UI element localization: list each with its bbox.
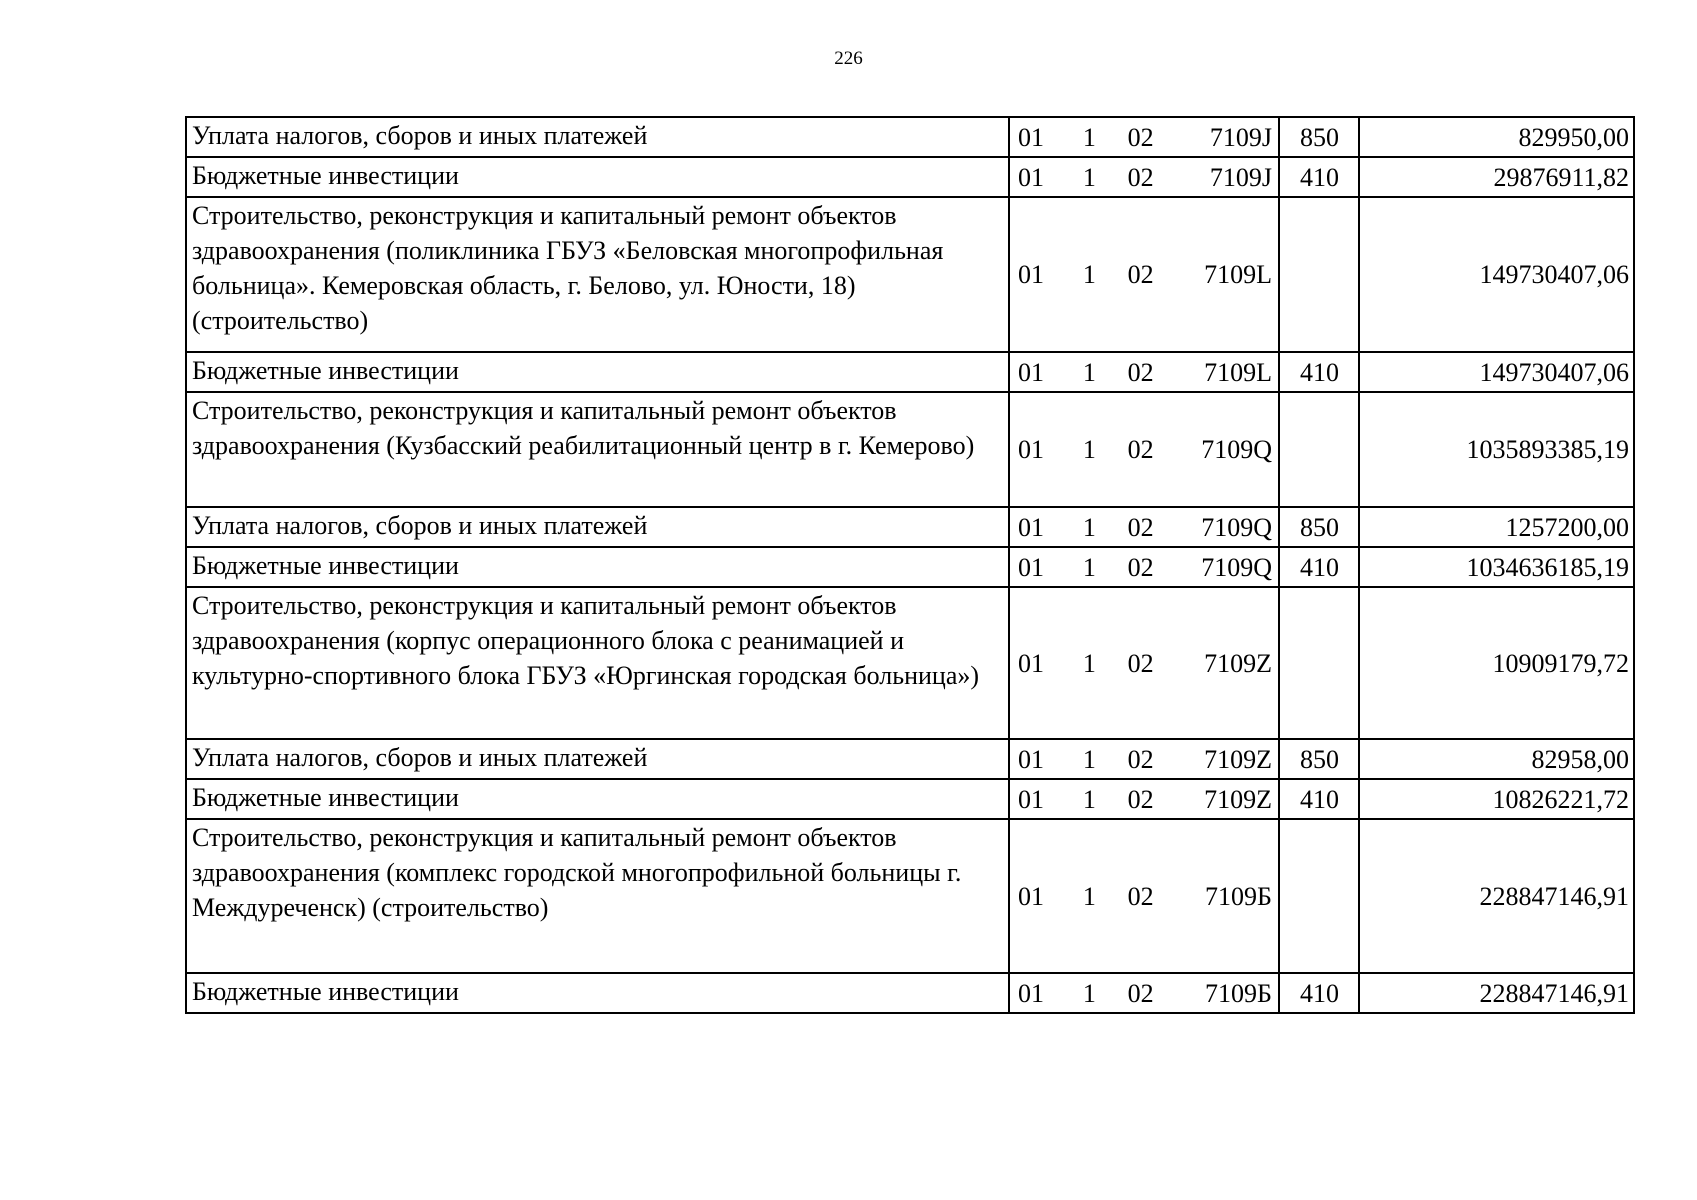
code-part-4: 7109Q bbox=[1201, 512, 1272, 542]
expense-type bbox=[1279, 819, 1359, 973]
code-part-3: 02 bbox=[1127, 512, 1154, 542]
code-part-3: 02 bbox=[1127, 122, 1154, 152]
code-part-1: 01 bbox=[1018, 512, 1044, 542]
amount: 1034636185,19 bbox=[1359, 547, 1634, 587]
code-part-4: 7109J bbox=[1209, 122, 1272, 152]
code-part-3: 02 bbox=[1127, 357, 1154, 387]
classification-code bbox=[1009, 352, 1279, 392]
table-row bbox=[186, 507, 1634, 547]
code-part-3: 02 bbox=[1127, 552, 1154, 582]
code-part-1: 01 bbox=[1018, 357, 1044, 387]
amount: 10909179,72 bbox=[1359, 587, 1634, 739]
classification-code bbox=[1009, 392, 1279, 507]
code-part-3: 02 bbox=[1127, 784, 1154, 814]
code-part-2: 1 bbox=[1082, 978, 1096, 1008]
amount: 10826221,72 bbox=[1359, 779, 1634, 819]
classification-code bbox=[1009, 819, 1279, 973]
code-part-1: 01 bbox=[1018, 552, 1044, 582]
code-part-3: 02 bbox=[1127, 648, 1154, 678]
table-row bbox=[186, 739, 1634, 779]
row-name: Бюджетные инвестиции bbox=[186, 352, 1009, 392]
classification-code bbox=[1009, 547, 1279, 587]
row-name: Уплата налогов, сборов и иных платежей bbox=[186, 507, 1009, 547]
table-row bbox=[186, 352, 1634, 392]
code-part-1: 01 bbox=[1018, 260, 1044, 289]
code-part-1: 01 bbox=[1018, 435, 1044, 464]
classification-code bbox=[1009, 779, 1279, 819]
code-part-3: 02 bbox=[1127, 260, 1154, 289]
classification-code bbox=[1009, 507, 1279, 547]
code-part-2: 1 bbox=[1082, 357, 1096, 387]
table-row bbox=[186, 547, 1634, 587]
code-part-4: 7109Б bbox=[1205, 881, 1272, 911]
expense-type: 410 bbox=[1279, 547, 1359, 587]
code-part-4: 7109Z bbox=[1204, 744, 1272, 774]
table-row bbox=[186, 819, 1634, 973]
row-name: Бюджетные инвестиции bbox=[186, 547, 1009, 587]
classification-code bbox=[1009, 587, 1279, 739]
code-part-1: 01 bbox=[1018, 648, 1044, 678]
amount: 149730407,06 bbox=[1359, 352, 1634, 392]
amount: 82958,00 bbox=[1359, 739, 1634, 779]
row-name: Уплата налогов, сборов и иных платежей bbox=[186, 117, 1009, 157]
row-name: Бюджетные инвестиции bbox=[186, 779, 1009, 819]
code-part-1: 01 bbox=[1018, 784, 1044, 814]
code-part-4: 7109Z bbox=[1204, 784, 1272, 814]
expense-type: 410 bbox=[1279, 973, 1359, 1013]
expense-type: 410 bbox=[1279, 779, 1359, 819]
code-part-2: 1 bbox=[1082, 122, 1096, 152]
row-name: Строительство, реконструкция и капитальный ремонт объектов здравоохранения (корпус операционного блока с реанимацией и культурно-спортивного блока ГБУЗ «Юргинская городская больница») bbox=[186, 587, 1009, 739]
expense-type bbox=[1279, 197, 1359, 352]
code-part-4: 7109J bbox=[1209, 162, 1272, 192]
page-number: 226 bbox=[834, 48, 863, 69]
expense-type bbox=[1279, 587, 1359, 739]
classification-code bbox=[1009, 739, 1279, 779]
classification-code bbox=[1009, 973, 1279, 1013]
amount: 29876911,82 bbox=[1359, 157, 1634, 197]
row-name: Строительство, реконструкция и капитальный ремонт объектов здравоохранения (поликлиника ГБУЗ «Беловская многопрофильная больница». Кемеровская область, г. Белово, ул. Юности, 18) (строительство) bbox=[186, 197, 1009, 352]
amount: 149730407,06 bbox=[1359, 197, 1634, 352]
row-name: Строительство, реконструкция и капитальный ремонт объектов здравоохранения (Кузбасский реабилитационный центр в г. Кемерово) bbox=[186, 392, 1009, 507]
code-part-3: 02 bbox=[1127, 881, 1154, 911]
code-part-3: 02 bbox=[1127, 162, 1154, 192]
amount: 829950,00 bbox=[1359, 117, 1634, 157]
code-part-4: 7109Q bbox=[1201, 552, 1272, 582]
amount: 1035893385,19 bbox=[1359, 392, 1634, 507]
expense-type: 850 bbox=[1279, 739, 1359, 779]
code-part-2: 1 bbox=[1082, 784, 1096, 814]
code-part-1: 01 bbox=[1018, 122, 1044, 152]
code-part-2: 1 bbox=[1082, 552, 1096, 582]
code-part-3: 02 bbox=[1127, 744, 1154, 774]
code-part-4: 7109Q bbox=[1201, 435, 1272, 464]
expense-type: 410 bbox=[1279, 352, 1359, 392]
code-part-4: 7109L bbox=[1204, 357, 1272, 387]
row-name: Уплата налогов, сборов и иных платежей bbox=[186, 739, 1009, 779]
row-name: Бюджетные инвестиции bbox=[186, 157, 1009, 197]
table-row bbox=[186, 392, 1634, 507]
code-part-1: 01 bbox=[1018, 978, 1044, 1008]
code-part-2: 1 bbox=[1082, 162, 1096, 192]
expense-type: 410 bbox=[1279, 157, 1359, 197]
expense-type: 850 bbox=[1279, 507, 1359, 547]
amount: 228847146,91 bbox=[1359, 973, 1634, 1013]
classification-code bbox=[1009, 117, 1279, 157]
amount: 1257200,00 bbox=[1359, 507, 1634, 547]
code-part-2: 1 bbox=[1082, 648, 1096, 678]
row-name: Бюджетные инвестиции bbox=[186, 973, 1009, 1013]
row-name: Строительство, реконструкция и капитальный ремонт объектов здравоохранения (комплекс городской многопрофильной больницы г. Междуреченск) (строительство) bbox=[186, 819, 1009, 973]
table-row bbox=[186, 197, 1634, 352]
code-part-1: 01 bbox=[1018, 881, 1044, 911]
code-part-4: 7109L bbox=[1204, 260, 1272, 289]
code-part-2: 1 bbox=[1082, 881, 1096, 911]
code-part-3: 02 bbox=[1127, 435, 1154, 464]
budget-table bbox=[185, 116, 1635, 1014]
table-row bbox=[186, 587, 1634, 739]
classification-code bbox=[1009, 197, 1279, 352]
expense-type: 850 bbox=[1279, 117, 1359, 157]
table-row bbox=[186, 779, 1634, 819]
table-row bbox=[186, 157, 1634, 197]
classification-code bbox=[1009, 157, 1279, 197]
table-row bbox=[186, 973, 1634, 1013]
code-part-1: 01 bbox=[1018, 162, 1044, 192]
expense-type bbox=[1279, 392, 1359, 507]
code-part-2: 1 bbox=[1082, 512, 1096, 542]
code-part-2: 1 bbox=[1082, 260, 1096, 289]
code-part-2: 1 bbox=[1082, 435, 1096, 464]
table-row bbox=[186, 117, 1634, 157]
code-part-2: 1 bbox=[1082, 744, 1096, 774]
amount: 228847146,91 bbox=[1359, 819, 1634, 973]
code-part-1: 01 bbox=[1018, 744, 1044, 774]
code-part-4: 7109Z bbox=[1204, 648, 1272, 678]
code-part-3: 02 bbox=[1127, 978, 1154, 1008]
code-part-4: 7109Б bbox=[1205, 978, 1272, 1008]
